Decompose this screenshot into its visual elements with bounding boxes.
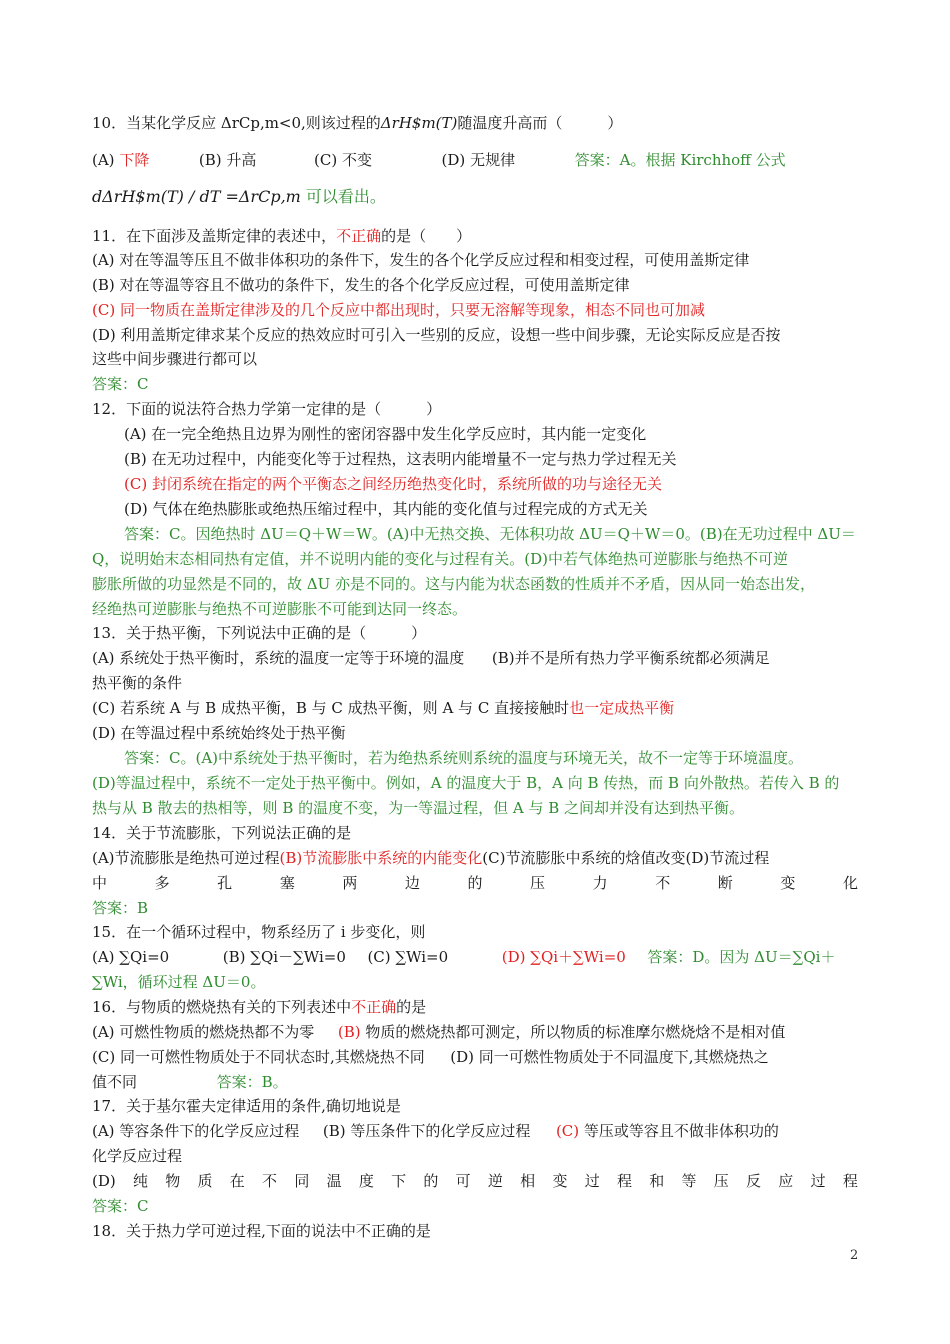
q17-char: 不 [262, 1172, 278, 1190]
q17-char: 反 [746, 1172, 762, 1190]
q10-formula-line [92, 187, 386, 207]
q14-char: 不 [655, 874, 671, 892]
q16-stem [92, 997, 426, 1017]
q15-option-c: (C) ∑Wi=0 [367, 948, 449, 966]
q17-char: 等 [681, 1172, 697, 1190]
q13-option-b: (B)并不是所有热力学平衡系统都必须满足 [491, 649, 770, 667]
q10-opt-b: 升高 [226, 151, 257, 169]
q17-char: 纯 [132, 1172, 148, 1190]
q17-char: 下 [391, 1172, 407, 1190]
q14-stem: 14．关于节流膨胀，下列说法正确的是 [92, 824, 352, 842]
q17-char: 程 [842, 1172, 858, 1190]
q10-answer-tail: 可以看出。 [305, 187, 386, 206]
q10-opt-b-label: (B) [198, 151, 222, 169]
q14-option-d: (D)节流过程 [685, 849, 770, 867]
q16-stem-text: 16．与物质的燃烧热有关的下列表述中 [92, 998, 352, 1016]
q14-char: 的 [467, 874, 483, 892]
q13-stem: 13．关于热平衡，下列说法中正确的是（ ） [92, 624, 427, 642]
q11-stem [92, 226, 471, 246]
q10-formula: ΔrH$m(T) [380, 114, 458, 132]
q17-answer: 答案：C [92, 1197, 149, 1215]
q16-stem-highlight: 不正确 [351, 998, 397, 1016]
q12-answer-line-4: 经绝热可逆膨胀与绝热不可逆膨胀不可能到达同一终态。 [92, 600, 468, 618]
q12-option-a: (A) 在一完全绝热且边界为刚性的密闭容器中发生化学反应时，其内能一定变化 [124, 425, 647, 443]
q13-answer-line-3: 热与从 B 散去的热相等，则 B 的温度不变，为一等温过程，但 A 与 B 之间却并没有达到热平衡。 [92, 799, 745, 817]
q15-answer-cont: ∑Wi，循环过程 ΔU＝0。 [92, 973, 266, 991]
q10-opt-d-label: (D) [441, 151, 466, 169]
q16-option-a: (A) 可燃性物质的燃烧热都不为零 [92, 1023, 315, 1041]
q11-option-a: (A) 对在等温等压且不做非体积功的条件下，发生的各个化学反应过程和相变过程，可使用盖斯定律 [92, 251, 750, 269]
q10-stem [92, 113, 622, 133]
q14-char: 多 [154, 874, 170, 892]
q12-option-c: (C) 封闭系统在指定的两个平衡态之间经历绝热变化时，系统所做的功与途径无关 [124, 475, 662, 493]
q16-option-d-cont [92, 1072, 288, 1092]
q13-option-d: (D) 在等温过程中系统始终处于热平衡 [92, 724, 346, 742]
q17-char: 过 [810, 1172, 826, 1190]
q16-option-b-label: (B) [337, 1023, 361, 1041]
q11-option-d-cont: 这些中间步骤进行都可以 [92, 350, 258, 368]
q12-answer: 答案：C。因绝热时 ΔU＝Q＋W＝W。(A)中无热交换、无体积功故 ΔU＝Q＋W＝0。(B)在无功过程中 ΔU＝ [124, 525, 856, 543]
q13-option-c-highlight: 也一定成热平衡 [569, 699, 675, 717]
q17-char: 物 [165, 1172, 181, 1190]
q12-stem: 12．下面的说法符合热力学第一定律的是（ ） [92, 400, 442, 418]
q13-option-b-cont: 热平衡的条件 [92, 674, 183, 692]
q11-option-c: (C) 同一物质在盖斯定律涉及的几个反应中都出现时，只要无溶解等现象，相态不同也可加减 [92, 301, 705, 319]
q16-options-ab [92, 1022, 785, 1042]
q10-answer: 答案：A。根据 Kirchhoff 公式 [574, 151, 786, 169]
q13-answer-line-2: (D)等温过程中，系统不一定处于热平衡中。例如，A 的温度大于 B，A 向 B 传热，而 B 向外散热。若传入 B 的 [92, 774, 840, 792]
q14-option-d-cont [92, 873, 858, 893]
q17-options-abc [92, 1121, 779, 1141]
q12-answer-line-2: Q，说明始末态相同热有定值，并不说明内能的变化与过程有关。(D)中若气体绝热可逆膨胀与绝热不可逆 [92, 550, 789, 568]
q17-char: 度 [358, 1172, 374, 1190]
q17-option-d [92, 1171, 858, 1191]
q14-char: 力 [592, 874, 608, 892]
q10-opt-c-label: (C) [314, 151, 338, 169]
q16-stem-tail: 的是 [396, 998, 427, 1016]
q17-char: 压 [713, 1172, 729, 1190]
q10-stem-tail: 随温度升高而（ ） [457, 114, 623, 132]
q14-char: 两 [342, 874, 358, 892]
q11-answer: 答案：C [92, 375, 149, 393]
q16-option-b: 物质的燃烧热都可测定，所以物质的标准摩尔燃烧焓不是相对值 [365, 1023, 786, 1041]
q17-char: 的 [423, 1172, 439, 1190]
q14-char: 化 [842, 874, 858, 892]
q17-char: 相 [520, 1172, 536, 1190]
q12-answer-line-3: 膨胀所做的功显然是不同的，故 ΔU 亦是不同的。这与内能为状态函数的性质并不矛盾，因从同一始态出发， [92, 575, 816, 593]
q13-option-a: (A) 系统处于热平衡时，系统的温度一定等于环境的温度 [92, 649, 465, 667]
q15-stem: 15．在一个循环过程中，物系经历了 i 步变化，则 [92, 923, 426, 941]
q10-opt-d: 无规律 [470, 151, 516, 169]
q14-char: 中 [92, 874, 108, 892]
q17-char: 变 [552, 1172, 568, 1190]
q17-char: 和 [649, 1172, 665, 1190]
q10-stem-text: 10．当某化学反应 ΔrCp,m<0,则该过程的 [92, 114, 381, 132]
q17-option-b: (B) 等压条件下的化学反应过程 [322, 1122, 531, 1140]
q11-stem-tail: 的是（ ） [381, 227, 472, 245]
q14-char: 塞 [279, 874, 295, 892]
q15-option-d: (D) ∑Qi＋∑Wi=0 [501, 948, 626, 966]
q10-opt-a-label: (A) [92, 151, 115, 169]
q14-char: 断 [717, 874, 733, 892]
q14-option-c: (C)节流膨胀中系统的焓值改变 [482, 849, 686, 867]
q17-char: 可 [455, 1172, 471, 1190]
q17-char: 质 [197, 1172, 213, 1190]
q14-char: 边 [404, 874, 420, 892]
q17-option-a: (A) 等容条件下的化学反应过程 [92, 1122, 300, 1140]
q11-option-d: (D) 利用盖斯定律求某个反应的热效应时可引入一些别的反应，设想一些中间步骤，无论实际反应是否按 [92, 326, 781, 344]
q16-option-d-tail: 值不同 [92, 1073, 138, 1091]
q15-option-a: (A) ∑Qi=0 [92, 948, 170, 966]
q13-options-ab [92, 648, 770, 668]
q14-options [92, 848, 769, 868]
q14-char: 孔 [217, 874, 233, 892]
q15-option-b: (B) ∑Qi－∑Wi=0 [222, 948, 346, 966]
q15-options [92, 947, 835, 967]
q17-char: 过 [584, 1172, 600, 1190]
q16-options-cd [92, 1047, 769, 1067]
q17-option-c-cont: 化学反应过程 [92, 1147, 183, 1165]
q14-option-a: (A)节流膨胀是绝热可逆过程 [92, 849, 280, 867]
q10-kirchhoff-formula: dΔrH$m(T) / dT =ΔrCp,m [92, 187, 301, 206]
q17-char: 同 [294, 1172, 310, 1190]
q16-answer: 答案：B。 [216, 1073, 288, 1091]
q17-char: 温 [326, 1172, 342, 1190]
q17-option-d-label: (D) [92, 1172, 116, 1190]
q13-answer: 答案：C。(A)中系统处于热平衡时，若为绝热系统则系统的温度与环境无关，故不一定等于环境温度。 [124, 749, 804, 767]
q14-char: 压 [530, 874, 546, 892]
q17-char: 在 [229, 1172, 245, 1190]
q14-option-b: (B)节流膨胀中系统的内能变化 [279, 849, 483, 867]
q14-char: 变 [780, 874, 796, 892]
q14-answer: 答案：B [92, 899, 149, 917]
q17-char: 逆 [487, 1172, 503, 1190]
q17-char: 应 [778, 1172, 794, 1190]
q11-stem-text: 11．在下面涉及盖斯定律的表述中， [92, 227, 337, 245]
q16-option-c: (C) 同一可燃性物质处于不同状态时,其燃烧热不同 [92, 1048, 425, 1066]
q11-stem-highlight: 不正确 [336, 227, 382, 245]
q11-option-b: (B) 对在等温等容且不做功的条件下，发生的各个化学反应过程，可使用盖斯定律 [92, 276, 630, 294]
page-number: 2 [850, 1248, 859, 1263]
q17-option-c: 等压或等容且不做非体积功的 [583, 1122, 779, 1140]
q17-char: 程 [616, 1172, 632, 1190]
q15-answer: 答案：D。因为 ΔU＝∑Qi＋ [647, 948, 836, 966]
q16-option-d: (D) 同一可燃性物质处于不同温度下,其燃烧热之 [450, 1048, 769, 1066]
q17-stem: 17．关于基尔霍夫定律适用的条件,确切地说是 [92, 1097, 401, 1115]
q10-opt-a: 下降 [119, 151, 150, 169]
q10-opt-c: 不变 [341, 151, 372, 169]
q10-options [92, 150, 786, 170]
q17-option-c-label: (C) [555, 1122, 580, 1140]
q18-stem: 18．关于热力学可逆过程,下面的说法中不正确的是 [92, 1222, 431, 1240]
q13-option-c-text: (C) 若系统 A 与 B 成热平衡，B 与 C 成热平衡，则 A 与 C 直接接触时 [92, 699, 570, 717]
q12-option-b: (B) 在无功过程中，内能变化等于过程热，这表明内能增量不一定与热力学过程无关 [124, 450, 677, 468]
q12-option-d: (D) 气体在绝热膨胀或绝热压缩过程中，其内能的变化值与过程完成的方式无关 [124, 500, 648, 518]
q13-option-c [92, 698, 674, 718]
